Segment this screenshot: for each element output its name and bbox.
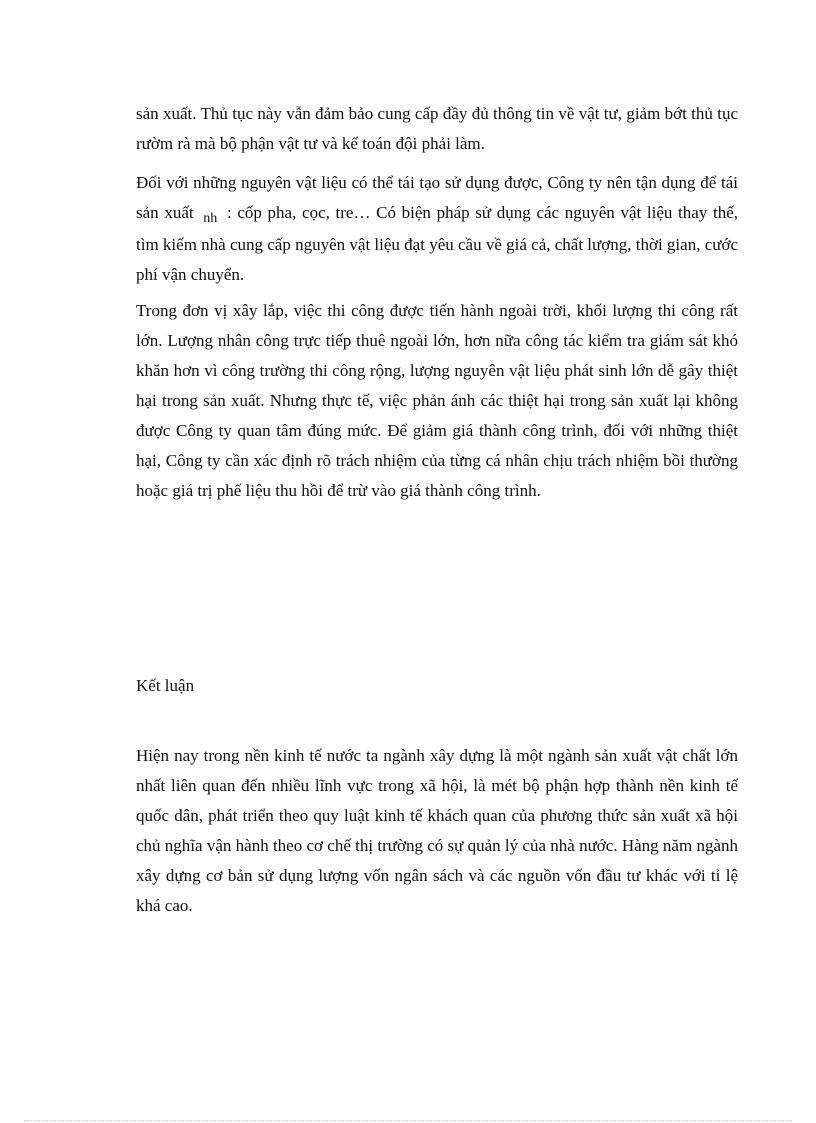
- paragraph-1-text: sản xuất. Thủ tục này vẫn đảm bảo cung cấp đầy đủ thông tin về vật tư, giảm bớt thủ tục rườm rà mà bộ phận vật tư và kế toán đội phải làm.: [136, 104, 738, 153]
- section-heading: Kết luận: [136, 676, 195, 695]
- paragraph-2: [136, 168, 738, 290]
- paragraph-4: [136, 741, 738, 921]
- paragraph-2-end: : cốp pha, cọc, tre… Có biện pháp sử dụng các nguyên vật liệu thay thế, tìm kiếm nhà cung cấp nguyên vật liệu đạt yêu cầu về giá cả, chất lượng, thời gian, cước phí vận chuyển.: [136, 203, 739, 284]
- paragraph-2-inline-fragment: nh: [203, 211, 218, 226]
- page-bottom-divider: [24, 1120, 792, 1121]
- paragraph-3: [136, 296, 738, 506]
- paragraph-1: [136, 99, 738, 159]
- paragraph-4-text: Hiện nay trong nền kinh tế nước ta ngành xây dựng là một ngành sản xuất vật chất lớn nhất liên quan đến nhiều lĩnh vực trong xã hội, là mét bộ phận hợp thành nền kinh tế quốc dân, phát triển theo quy luật kinh tế khách quan của phương thức sản xuất xã hội chủ nghĩa vận hành theo cơ chế thị trường có sự quản lý của nhà nước. Hàng năm ngành xây dựng cơ bản sử dụng lượng vốn ngân sách và các nguồn vốn đầu tư khác với tỉ lệ khá cao.: [136, 746, 738, 915]
- paragraph-2-text: [136, 168, 738, 290]
- paragraph-3-text: Trong đơn vị xây lắp, việc thi công được tiến hành ngoài trời, khối lượng thi công rất lớn. Lượng nhân công trực tiếp thuê ngoài lớn, hơn nữa công tác kiểm tra giám sát khó khăn hơn vì công trường thi công rộng, lượng nguyên vật liệu phát sinh lớn dễ gây thiệt hại trong sản xuất. Nhưng thực tế, việc phản ánh các thiệt hại trong sản xuất lại không được Công ty quan tâm đúng mức. Để giảm giá thành công trình, đối với những thiệt hại, Công ty cần xác định rõ trách nhiệm của từng cá nhân chịu trách nhiệm bồi thường hoặc giá trị phế liệu thu hồi để trừ vào giá thành công trình.: [136, 301, 738, 500]
- paragraph-2-start: Đối với những nguyên vật liệu có thể tái tạo sử dụng được, Công ty nên tận dụng để tái sản xuất: [136, 173, 738, 222]
